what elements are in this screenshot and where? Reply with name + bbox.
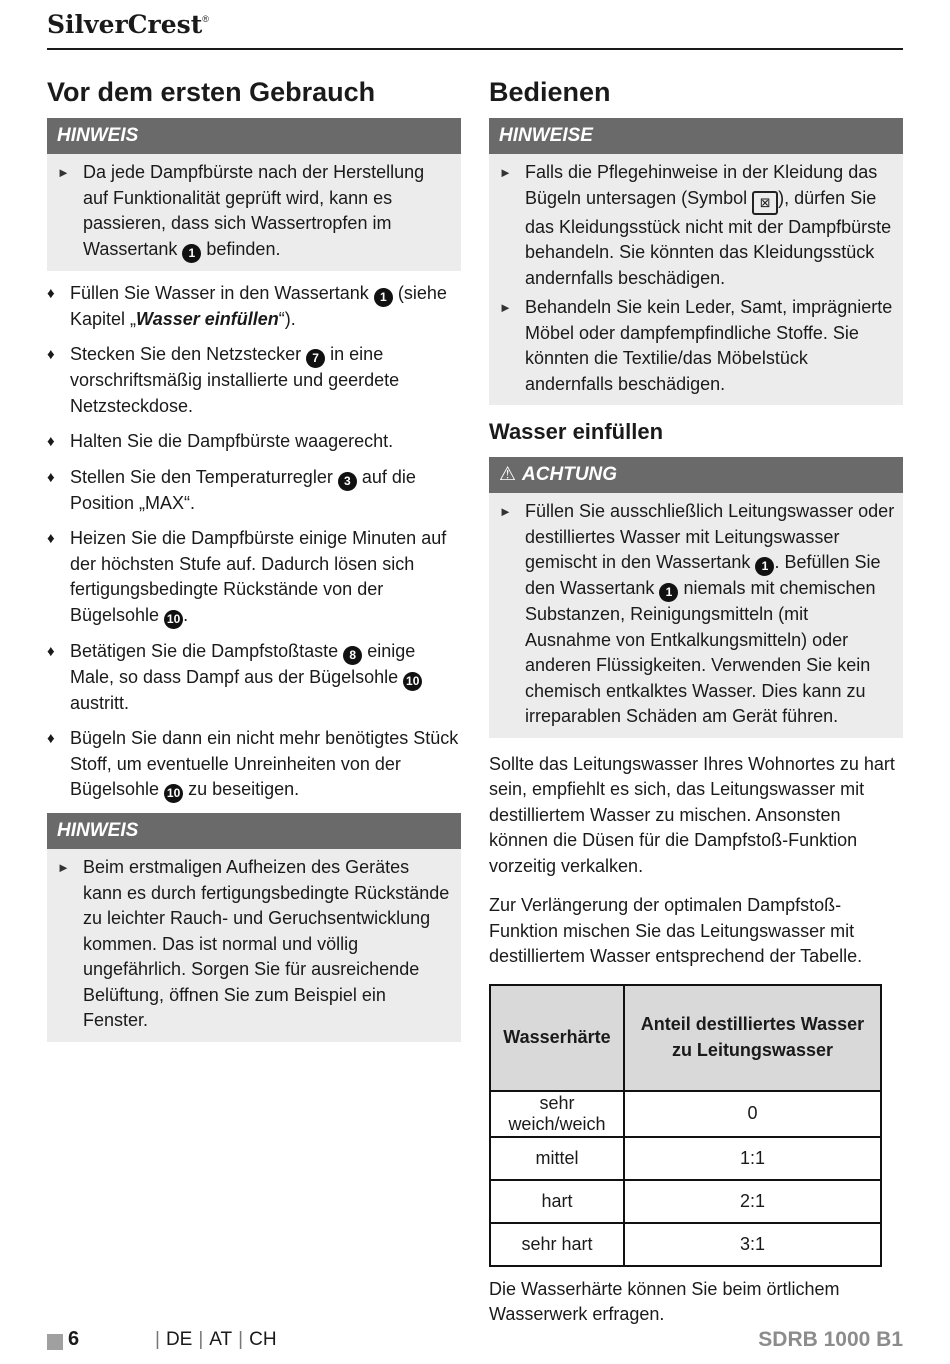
instruction-step: ♦ Stellen Sie den Temperaturregler 3 auf die Position „MAX“. [47,465,461,517]
brand-logo: SilverCrest® [47,10,209,39]
table-row [490,1223,881,1266]
subsection-heading: Wasser einfüllen [489,419,664,444]
note-title: HINWEISE [489,118,903,154]
diamond-bullet-icon: ♦ [47,730,55,747]
part-number-badge: 10 [164,610,183,629]
arrow-bullet-icon: ► [57,860,70,875]
table-header: Anteil destilliertes Wasser zu Leitungswasser [624,985,881,1091]
note-item: ► Behandeln Sie kein Leder, Samt, imprägnierte Möbel oder dampfempfindliche Stoffe. Sie könnten die Textilie/das Möbelstück andernfalls beschädigen. [499,295,895,397]
instruction-step: ♦ Heizen Sie die Dampfbürste einige Minuten auf der höchsten Stufe auf. Dadurch lösen sich fertigungsbedingte Rückstände von der Bügelsohle 10 . [47,526,461,629]
warning-title: ⚠ ACHTUNG [489,457,903,493]
arrow-bullet-icon: ► [499,300,512,315]
part-number-badge: 10 [164,784,183,803]
page-number: 6 [68,1328,80,1350]
instruction-step: ♦ Füllen Sie Wasser in den Wassertank 1 (siehe Kapitel „Wasser einfüllen“). [47,281,461,333]
instruction-list [47,281,461,804]
note-item: ► Falls die Pflegehinweise in der Kleidung das Bügeln untersagen (Symbol ⊠ ), dürfen Sie das Kleidungsstück nicht mit der Dampfbürste behandeln. Sie könnten das Kleidungsstück andernfalls beschädigen. [499,160,895,291]
model-number: SDRB 1000 B1 [758,1328,903,1351]
diamond-bullet-icon: ♦ [47,468,55,486]
table-cell: 3:1 [624,1223,881,1266]
part-number-badge: 3 [338,472,357,491]
warning-triangle-icon: ⚠ [499,464,517,485]
arrow-bullet-icon: ► [499,165,512,180]
part-number-badge: 1 [755,557,774,576]
page-header [47,6,903,50]
table-cell: mittel [490,1137,624,1180]
instruction-step: ♦ Bügeln Sie dann ein nicht mehr benötigtes Stück Stoff, um eventuelle Unreinheiten von der Bügelsohle 10 zu beseitigen. [47,726,461,803]
chapter-reference: Wasser einfüllen [136,308,279,329]
note-box [489,118,903,405]
instruction-step: ♦ Betätigen Sie die Dampfstoßtaste 8 einige Male, so dass Dampf aus der Bügelsohle 10 austritt. [47,639,461,717]
diamond-bullet-icon: ♦ [47,346,55,363]
instruction-step: ♦ Stecken Sie den Netzstecker 7 in eine vorschriftsmäßig installierte und geerdete Netzsteckdose. [47,342,461,419]
no-ironing-symbol-icon: ⊠ [752,191,778,215]
table-cell: sehr weich/weich [490,1091,624,1137]
right-column [489,74,903,1328]
table-cell: 2:1 [624,1180,881,1223]
section-heading: Vor dem ersten Gebrauch [47,77,376,107]
table-cell: 0 [624,1091,881,1137]
note-box [47,813,461,1042]
table-cell: hart [490,1180,624,1223]
note-item: ► Da jede Dampfbürste nach der Herstellung auf Funktionalität geprüft wird, kann es passieren, dass sich Wassertropfen im Wassertank 1 befinden. [57,160,453,263]
page-footer [47,1325,903,1357]
diamond-bullet-icon: ♦ [47,642,55,660]
note-box [47,118,461,271]
table-header: Wasserhärte [490,985,624,1091]
arrow-bullet-icon: ► [57,165,70,180]
body-paragraph: Sollte das Leitungswasser Ihres Wohnortes zu hart sein, empfiehlt es sich, das Leitungswasser mit destilliertem Wasser zu mischen. Ansonsten können die Düsen für die Dampfstoß-Funktion vorzeitig verkalken. [489,753,895,876]
water-hardness-table [489,984,882,1267]
part-number-badge: 10 [403,672,422,691]
diamond-bullet-icon: ♦ [47,284,55,302]
diamond-bullet-icon: ♦ [47,530,55,547]
table-row [490,1180,881,1223]
warning-box [489,457,903,738]
part-number-badge: 7 [306,349,325,368]
note-title: HINWEIS [47,118,461,154]
language-codes: | DE | AT | CH [155,1329,277,1350]
arrow-bullet-icon: ► [499,504,512,519]
footer-marker-icon [47,1334,63,1350]
note-item: ► Beim erstmaligen Aufheizen des Gerätes kann es durch fertigungsbedingte Rückstände zu leichter Rauch- und Geruchsentwicklung kommen. Das ist normal und völlig ungefährlich. Sorgen Sie für ausreichende Belüftung, öffnen Sie zum Beispiel ein Fenster. [57,855,453,1034]
part-number-badge: 1 [182,244,201,263]
section-heading: Bedienen [489,77,611,107]
instruction-step: ♦ Halten Sie die Dampfbürste waagerecht. [47,429,461,455]
table-cell: sehr hart [490,1223,624,1266]
left-column [47,74,461,1042]
body-paragraph: Die Wasserhärte können Sie beim örtlichem Wasserwerk erfragen. [489,1278,840,1324]
diamond-bullet-icon: ♦ [47,433,55,450]
table-row [490,1137,881,1180]
body-paragraph: Zur Verlängerung der optimalen Dampfstoß-Funktion mischen Sie das Leitungswasser mit destilliertem Wasser entsprechend der Tabelle. [489,895,863,966]
part-number-badge: 1 [659,583,678,602]
part-number-badge: 1 [374,288,393,307]
warning-item: ► Füllen Sie ausschließlich Leitungswasser oder destilliertes Wasser mit Leitungswasser gemischt in den Wassertank 1 . Befüllen Sie den Wassertank 1 niemals mit chemischen Substanzen, Reinigungsmitteln (mit Ausnahme von Entkalkungsmitteln) oder anderen Flüssigkeiten. Verwenden Sie kein chemisch entkalktes Wasser. Dies kann zu irreparablen Schäden am Gerät führen. [499,499,895,730]
note-title: HINWEIS [47,813,461,849]
table-cell: 1:1 [624,1137,881,1180]
part-number-badge: 8 [343,646,362,665]
table-row [490,1091,881,1137]
